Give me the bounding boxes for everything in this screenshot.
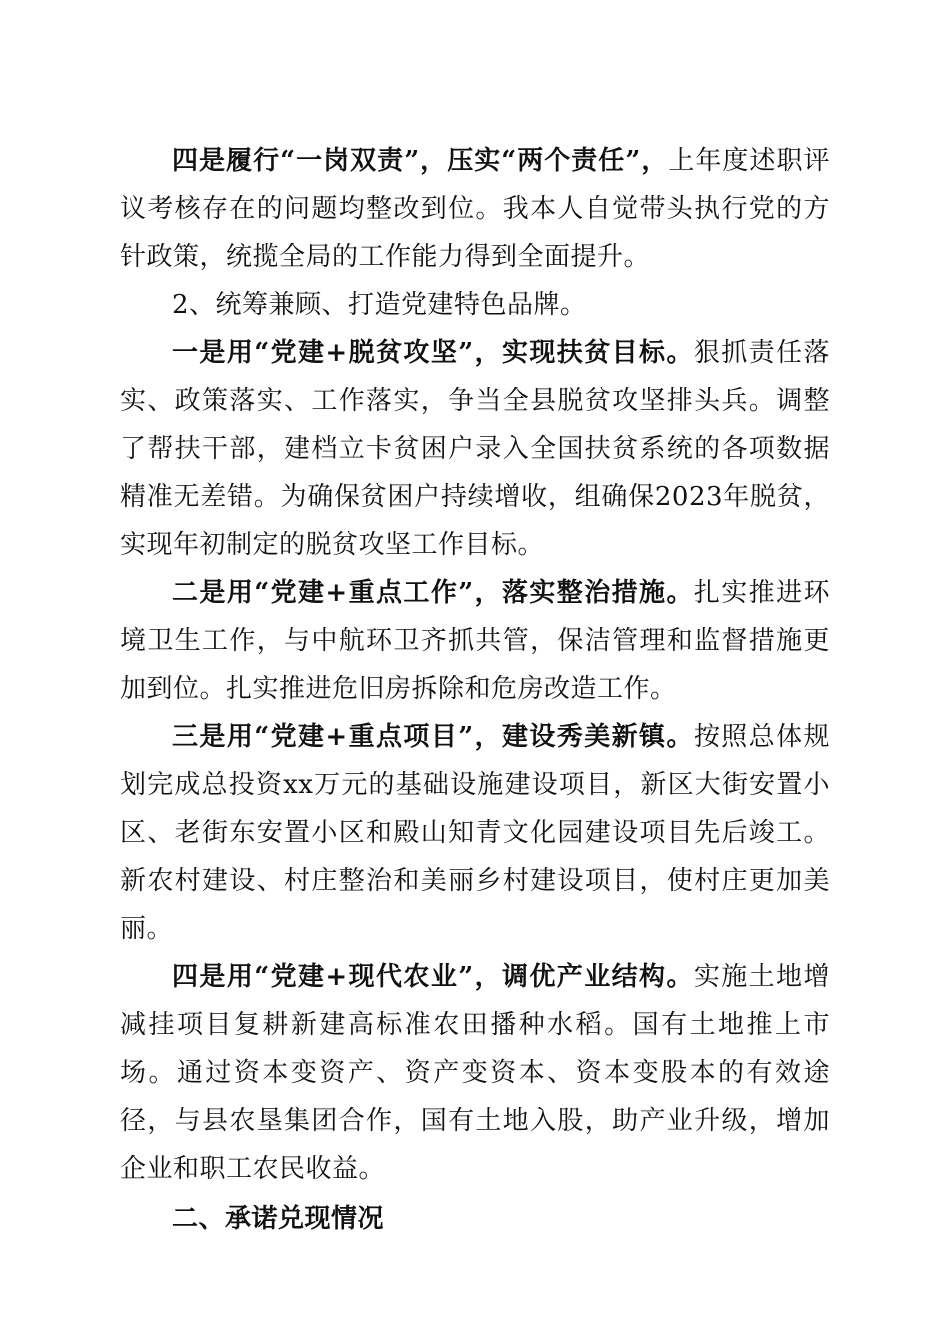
paragraph-lead: 三是用“党建+重点项目”，建设秀美新镇。 (172, 722, 694, 752)
paragraph-key-projects (120, 713, 830, 953)
paragraph-modern-agriculture (120, 953, 830, 1193)
paragraph-text: 实施土地增减挂项目复耕新建高标准农田播种水稻。国有土地推上市场。通过资本变资产、资产变资本、资本变股本的有效途径，与县农垦集团合作，国有土地入股，助产业升级，增加企业和职工农民收益。 (120, 962, 830, 1184)
paragraph-text: 扎实推进环境卫生工作，与中航环卫齐抓共管，保洁管理和监督措施更加到位。扎实推进危旧房拆除和危房改造工作。 (120, 578, 830, 704)
document-body (120, 137, 830, 1243)
paragraph-lead: 四是用“党建+现代农业”，调优产业结构。 (172, 962, 694, 992)
paragraph-text: 按照总体规划完成总投资xx万元的基础设施建设项目，新区大街安置小区、老街东安置小区和殿山知青文化园建设项目先后竣工。新农村建设、村庄整治和美丽乡村建设项目，使村庄更加美丽。 (120, 722, 830, 944)
paragraph-text: 狠抓责任落实、政策落实、工作落实，争当全县脱贫攻坚排头兵。调整了帮扶干部，建档立卡贫困户录入全国扶贫系统的各项数据精准无差错。为确保贫困户持续增收，组确保2023年脱贫，实现年初制定的脱贫攻坚工作目标。 (120, 338, 830, 560)
paragraph-text: 2、统筹兼顾、打造党建特色品牌。 (172, 290, 587, 320)
paragraph-text: 上年度述职评议考核存在的问题均整改到位。我本人自觉带头执行党的方针政策，统揽全局的工作能力得到全面提升。 (120, 146, 830, 272)
paragraph-lead: 一是用“党建+脱贫攻坚”，实现扶贫目标。 (172, 338, 694, 368)
paragraph-key-work (120, 569, 830, 713)
paragraph-responsibilities (120, 137, 830, 281)
paragraph-lead: 二是用“党建+重点工作”，落实整治措施。 (172, 578, 694, 608)
paragraph-poverty-alleviation (120, 329, 830, 569)
subheading-party-brand (120, 281, 830, 329)
paragraph-lead: 四是履行“一岗双责”，压实“两个责任”， (172, 146, 669, 176)
section-heading: 二、承诺兑现情况 (172, 1204, 385, 1234)
